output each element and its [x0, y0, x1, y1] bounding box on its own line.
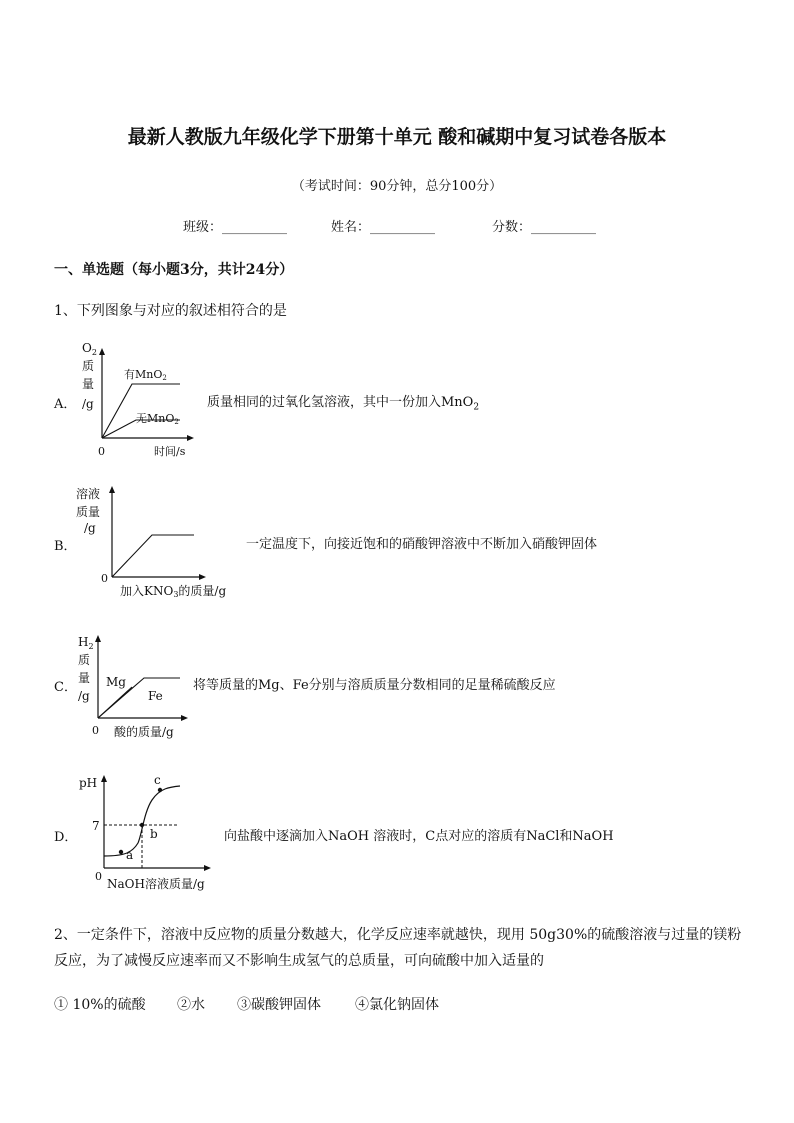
point-c	[158, 788, 162, 792]
question-2-choice-4: ④氯化钠固体	[355, 997, 439, 1013]
y-top-label: $O_2$	[82, 341, 97, 357]
solution-mass-curve	[112, 535, 194, 577]
class-label: 班级：	[183, 220, 223, 235]
option-b-desc: 一定温度下，向接近饱和的硝酸钾溶液中不断加入硝酸钾固体	[246, 537, 598, 552]
y-top-label: pH	[79, 776, 98, 790]
curve1-label: 有MnO2	[124, 368, 167, 382]
score-field	[492, 216, 596, 235]
origin-label: 0	[101, 572, 108, 585]
option-a-desc: 质量相同的过氧化氢溶液，其中一份加入MnO$_2$	[207, 395, 480, 413]
y-label-2: 质量	[76, 505, 101, 519]
curve2-label: 无MnO2	[136, 412, 179, 426]
y-label-1: 质	[82, 359, 95, 373]
class-field	[183, 216, 287, 235]
graph-a	[74, 338, 204, 463]
point-a-label: a	[126, 848, 134, 862]
point-a	[119, 850, 123, 854]
graph-b	[74, 482, 254, 606]
question-2-choice-1: ① 10%的硫酸	[54, 997, 146, 1013]
name-label: 姓名：	[331, 220, 371, 235]
section-heading: 一、单选题（每小题3分，共计24分）	[54, 262, 294, 278]
point-c-label: c	[154, 773, 161, 787]
x-arrow-icon	[181, 715, 188, 721]
x-arrow-icon	[187, 435, 194, 441]
option-a-letter: A．	[54, 397, 77, 412]
option-d-desc: 向盐酸中逐滴加入NaOH 溶液时，C点对应的溶质有NaCl和NaOH	[224, 829, 614, 844]
y-arrow-icon	[99, 348, 105, 355]
origin-label: 0	[92, 724, 99, 737]
origin-label: 0	[98, 445, 105, 458]
question-2-choice-2: ②水	[177, 997, 205, 1013]
page-title: 最新人教版九年级化学下册第十单元 酸和碱期中复习试卷各版本	[127, 126, 667, 148]
name-field	[331, 216, 435, 235]
fe-curve	[98, 687, 132, 718]
y-label-3: /g	[82, 397, 94, 411]
class-blank: __________	[222, 220, 288, 235]
graph-c	[74, 630, 204, 745]
question-1-stem: 1、下列图象与对应的叙述相符合的是	[54, 303, 287, 319]
y-arrow-icon	[109, 486, 115, 493]
graph-d	[74, 768, 224, 896]
option-d-letter: D．	[54, 830, 78, 845]
y-label-2: 量	[78, 671, 91, 685]
y-label-1: 溶液	[76, 487, 101, 501]
exam-info: （考试时间：90分钟，总分100分）	[291, 179, 503, 194]
x-arrow-icon	[204, 865, 211, 871]
point-b	[140, 823, 144, 827]
y-top-label: $H_2$	[78, 635, 94, 651]
curve-with-mno2	[102, 384, 180, 438]
x-axis-label: 时间/s	[154, 445, 186, 458]
fe-label: Fe	[148, 689, 163, 703]
score-label: 分数：	[492, 220, 532, 235]
y-arrow-icon	[101, 775, 107, 782]
name-blank: __________	[370, 220, 436, 235]
question-2-stem: 2、一定条件下，溶液中反应物的质量分数越大，化学反应速率就越快，现用 50g30%的硫酸溶液与过量的镁粉反应，为了减慢反应速率而又不影响生成氢气的总质量，可向硫酸中加入适量的	[54, 927, 742, 969]
y-label-3: /g	[84, 521, 96, 535]
y-arrow-icon	[95, 635, 101, 642]
y-label-1: 质	[78, 653, 91, 667]
x-axis-label: 加入KNO3的质量/g	[120, 584, 227, 599]
x-arrow-icon	[199, 574, 206, 580]
ph7-label: 7	[92, 819, 100, 833]
point-b-label: b	[150, 827, 158, 841]
mg-label: Mg	[106, 675, 126, 689]
x-axis-label: NaOH溶液质量/g	[107, 877, 205, 891]
x-axis-label: 酸的质量/g	[114, 725, 174, 739]
question-2-choice-3: ③碳酸钾固体	[237, 997, 321, 1013]
origin-label: 0	[95, 870, 102, 883]
option-c-desc: 将等质量的Mg、Fe分别与溶质质量分数相同的足量稀硫酸反应	[193, 678, 556, 693]
y-label-3: /g	[78, 689, 90, 703]
option-b-letter: B．	[54, 539, 77, 554]
score-blank: __________	[531, 220, 597, 235]
y-label-2: 量	[82, 377, 95, 391]
option-c-letter: C．	[54, 680, 77, 695]
